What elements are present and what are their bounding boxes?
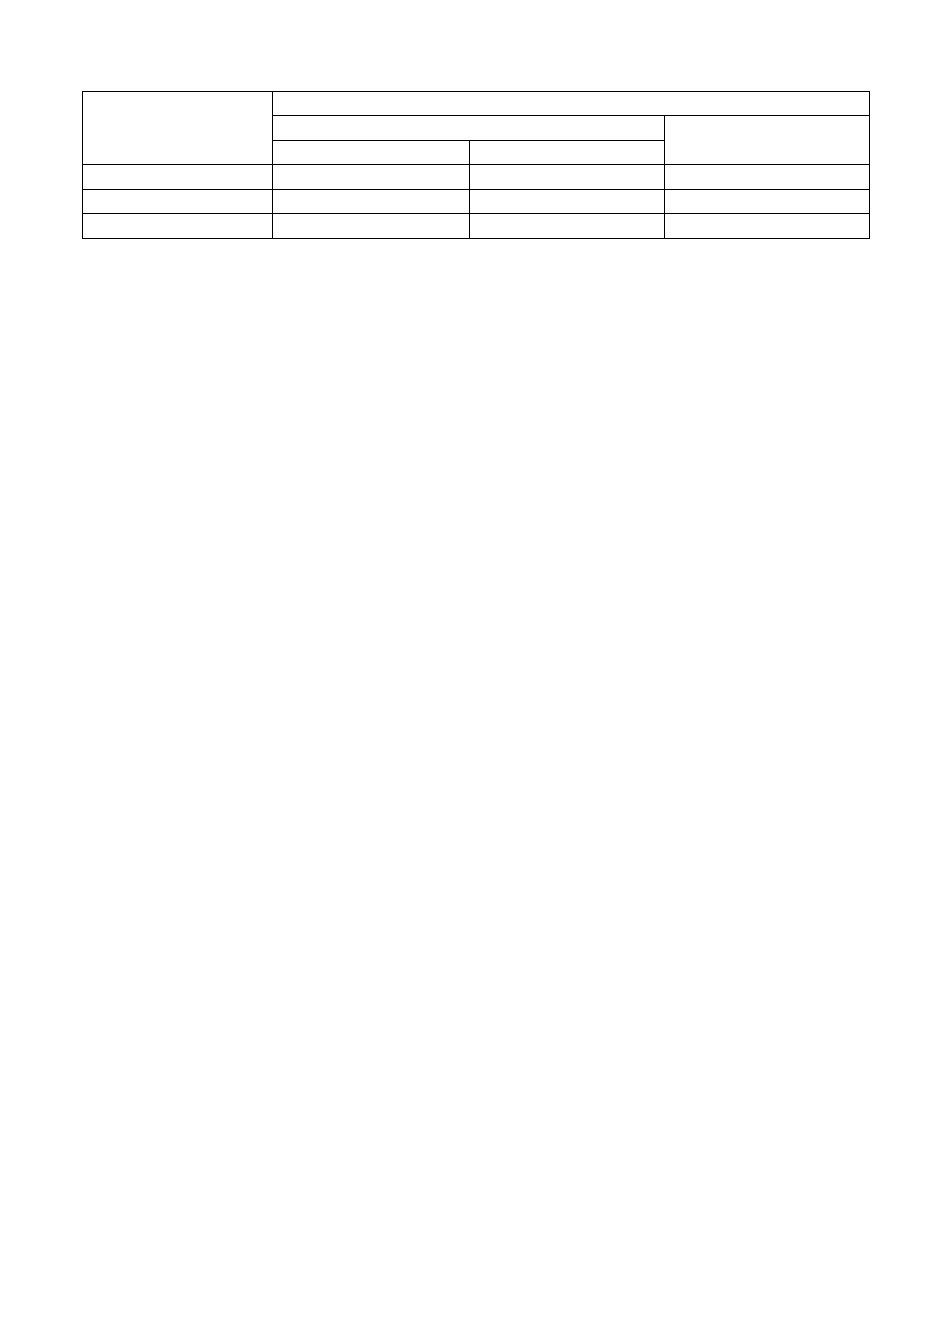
table-row — [83, 189, 870, 214]
header-nonmetal-seal — [469, 140, 665, 165]
cell-dn — [83, 189, 273, 214]
table1-caption — [88, 66, 888, 91]
cell-strength — [665, 189, 870, 214]
header-nominal-diameter — [83, 91, 273, 165]
cell-metal-seal — [272, 214, 469, 239]
cell-nonmetal-seal — [469, 165, 665, 190]
valve-test-duration-table — [82, 91, 870, 239]
header-min-duration — [272, 91, 869, 116]
cell-metal-seal — [272, 189, 469, 214]
header-strength-test — [665, 116, 870, 165]
cell-strength — [665, 214, 870, 239]
table-row — [83, 165, 870, 190]
cell-dn — [83, 165, 273, 190]
cell-nonmetal-seal — [469, 214, 665, 239]
table2-caption — [88, 239, 888, 264]
cell-metal-seal — [272, 165, 469, 190]
document-page — [88, 66, 888, 263]
header-metal-seal — [272, 140, 469, 165]
cell-nonmetal-seal — [469, 189, 665, 214]
table-row — [83, 214, 870, 239]
cell-strength — [665, 165, 870, 190]
cell-dn — [83, 214, 273, 239]
header-tightness-test — [272, 116, 665, 141]
